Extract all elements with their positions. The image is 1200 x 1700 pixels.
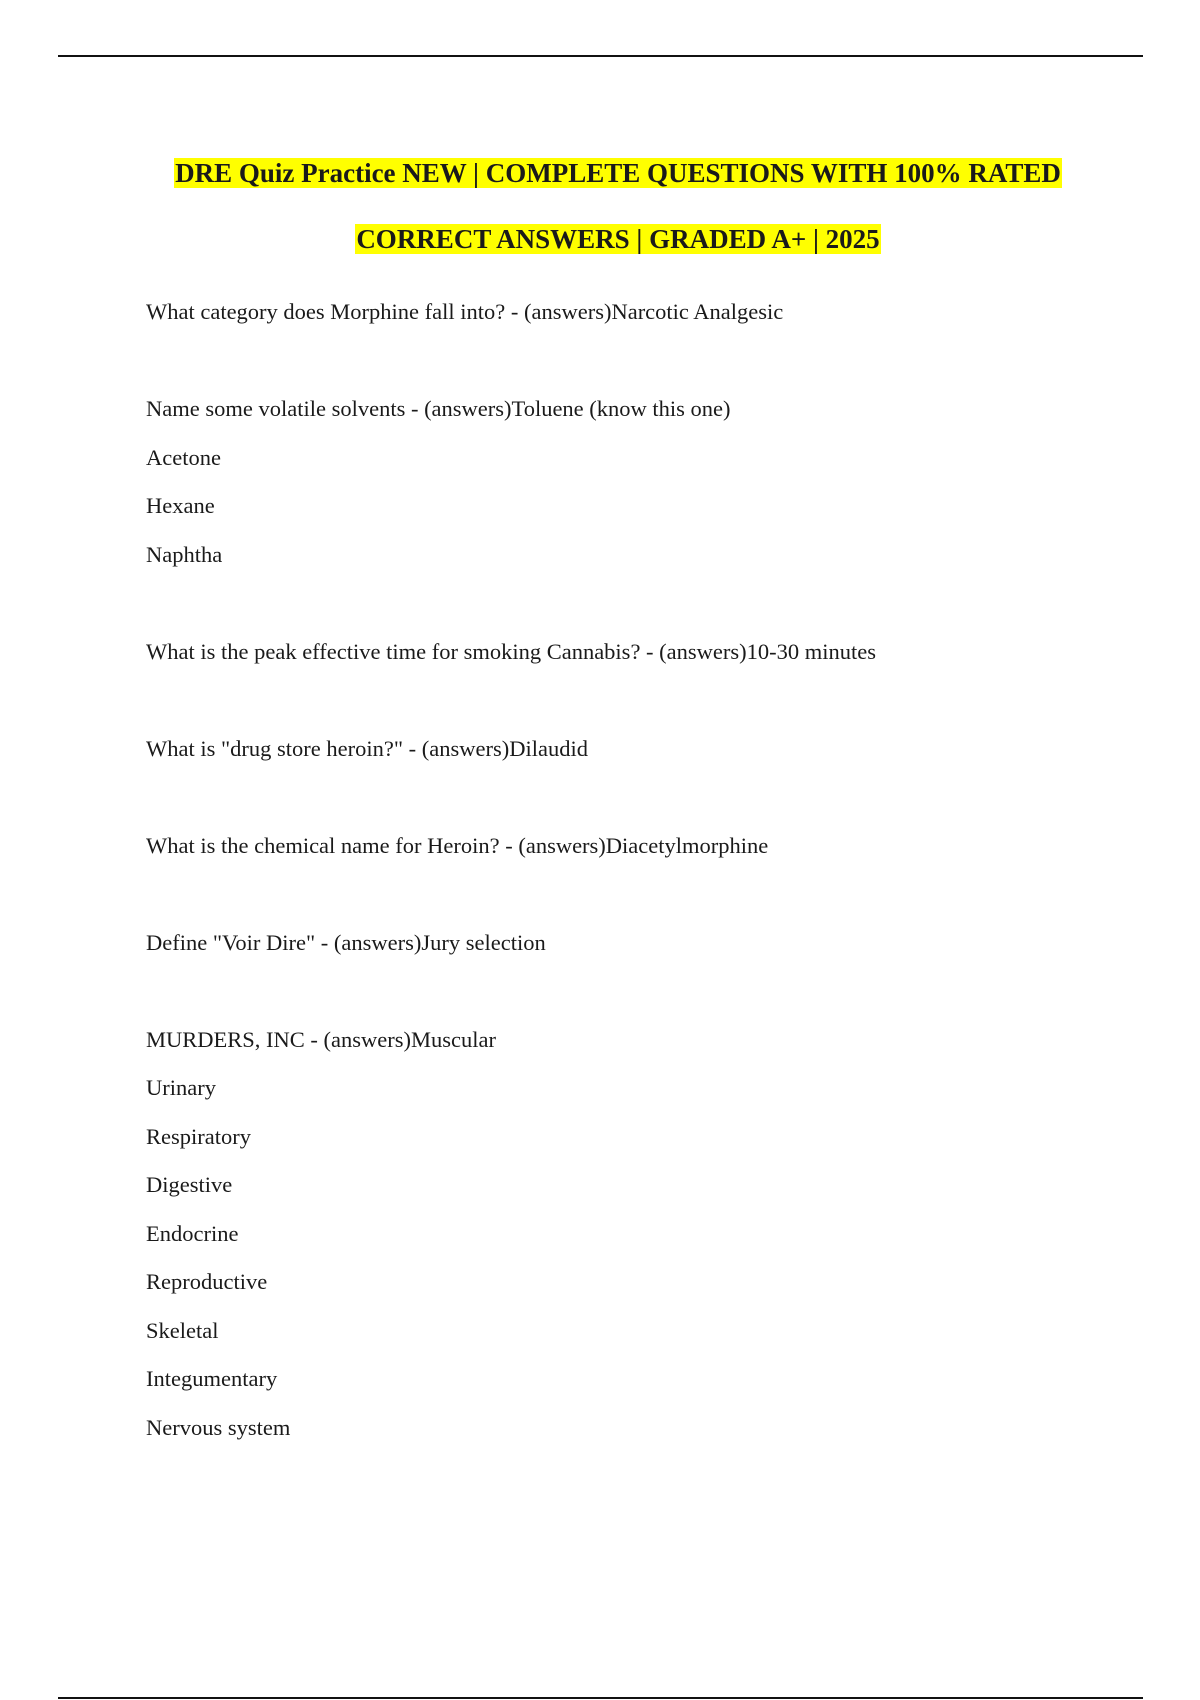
- qa-answer-line: Digestive: [146, 1172, 233, 1197]
- qa-item: [146, 385, 1126, 579]
- document-title: [0, 140, 1200, 272]
- qa-item: [146, 288, 1126, 337]
- qa-answer-line: Integumentary: [146, 1366, 278, 1391]
- qa-question-answer: Name some volatile solvents - (answers)Toluene (know this one): [146, 396, 731, 421]
- qa-question-answer: What category does Morphine fall into? - (answers)Narcotic Analgesic: [146, 299, 784, 324]
- title-line-2: CORRECT ANSWERS | GRADED A+ | 2025: [356, 224, 880, 254]
- qa-item: [146, 919, 1126, 968]
- qa-answer-line: Respiratory: [146, 1123, 251, 1149]
- qa-item: [146, 628, 1126, 677]
- qa-question-answer: MURDERS, INC - (answers)Muscular: [146, 1026, 496, 1052]
- qa-answer-line: Nervous system: [146, 1414, 291, 1440]
- qa-answer-line: Naphtha: [146, 541, 223, 567]
- page-bottom-rule: [58, 1697, 1143, 1699]
- qa-item: [146, 1016, 1126, 1453]
- qa-item: [146, 822, 1126, 871]
- qa-question-answer: What is the peak effective time for smoking Cannabis? - (answers)10-30 minutes: [146, 638, 876, 664]
- qa-answer-line: Reproductive: [146, 1269, 268, 1294]
- qa-answer-line: Acetone: [146, 444, 221, 470]
- qa-answer-line: Endocrine: [146, 1220, 239, 1246]
- qa-question-answer: What is "drug store heroin?" - (answers)Dilaudid: [146, 735, 588, 761]
- qa-answer-line: Hexane: [146, 493, 215, 518]
- qa-list: [146, 288, 1126, 1501]
- title-line-1: DRE Quiz Practice NEW | COMPLETE QUESTIONS WITH 100% RATED: [175, 158, 1061, 188]
- qa-question-answer: What is the chemical name for Heroin? - (answers)Diacetylmorphine: [146, 832, 769, 858]
- qa-answer-line: Urinary: [146, 1075, 216, 1100]
- qa-item: [146, 725, 1126, 774]
- qa-answer-line: Skeletal: [146, 1317, 219, 1343]
- page-top-rule: [58, 55, 1143, 57]
- qa-question-answer: Define "Voir Dire" - (answers)Jury selection: [146, 929, 546, 955]
